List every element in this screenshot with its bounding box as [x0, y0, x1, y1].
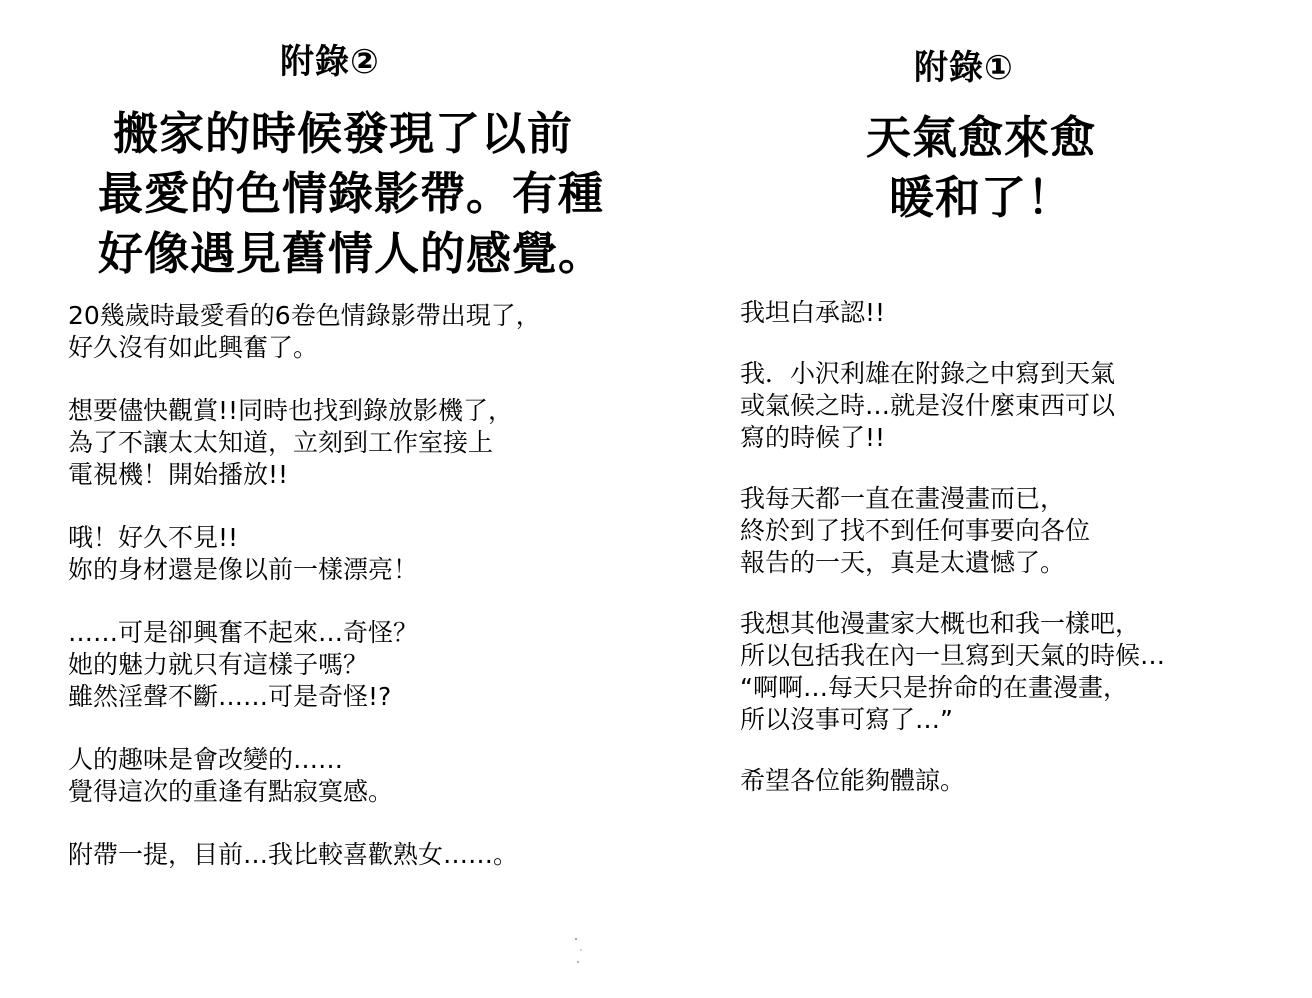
text-line: 我每天都一直在畫漫畫而已， [740, 484, 1066, 513]
text-line: 妳的身材還是像以前一樣漂亮！ [68, 555, 419, 584]
paragraph [68, 839, 541, 871]
text-line: 所以包括我在內一旦寫到天氣的時候… [740, 641, 1166, 670]
right-page [656, 0, 1312, 998]
title-line: 搬家的時候發現了以前 [112, 107, 573, 160]
text-line: ……可是卻興奮不起來…奇怪？ [68, 618, 419, 647]
text-line: “啊啊…每天只是拚命的在畫漫畫， [740, 673, 1128, 702]
text-line: 終於到了找不到任何事要向各位 [740, 516, 1091, 545]
paragraph [68, 522, 541, 586]
paragraph [740, 358, 1165, 454]
text-line: 電視機！開始播放!! [68, 460, 289, 489]
title-line: 天氣愈來愈 [865, 111, 1096, 164]
title-line: 暖和了！ [888, 171, 1073, 224]
text-line: 所以沒事可寫了…” [740, 705, 953, 734]
text-line: 我想其他漫畫家大概也和我一樣吧， [740, 609, 1141, 638]
appendix-1-title [861, 108, 1101, 228]
text-line: 附帶一提，目前…我比較喜歡熟女……。 [68, 840, 519, 869]
text-line: 想要儘快觀賞!!同時也找到錄放影機了， [68, 396, 514, 425]
paragraph [68, 617, 541, 713]
text-line: 為了不讓太太知道，立刻到工作室接上 [68, 428, 494, 457]
paragraph [68, 300, 541, 364]
text-line: 報告的一天，真是太遺憾了。 [740, 548, 1066, 577]
text-line: 20幾歲時最愛看的6卷色情錄影帶出現了， [68, 301, 541, 330]
text-line: 寫的時候了!! [740, 423, 886, 452]
appendix-1-heading: 附錄① [914, 48, 1014, 88]
text-line: 或氣候之時…就是沒什麼東西可以 [740, 391, 1116, 420]
text-line: 人的趣味是會改變的…… [68, 745, 344, 774]
paragraph [68, 395, 541, 491]
paragraph [740, 608, 1165, 736]
appendix-2-body [68, 300, 541, 902]
title-line: 最愛的色情錄影帶。有種 [98, 167, 605, 220]
text-line: 覺得這次的重逢有點寂寞感。 [68, 777, 394, 806]
title-line: 好像遇見舊情人的感覺。 [98, 227, 605, 280]
appendix-1-body [740, 297, 1165, 826]
text-line: 我．小沢利雄在附錄之中寫到天氣 [740, 359, 1116, 388]
text-line: 好久沒有如此興奮了。 [68, 333, 319, 362]
appendix-2-heading: 附錄② [280, 42, 380, 82]
text-line: 雖然淫聲不斷……可是奇怪!? [68, 682, 392, 711]
paragraph [68, 744, 541, 808]
appendix-2-title [98, 104, 605, 284]
text-line: 她的魅力就只有這樣子嗎？ [68, 650, 369, 679]
text-line: 我坦白承認!! [740, 298, 886, 327]
paragraph [740, 765, 1165, 797]
text-line: 希望各位能夠體諒。 [740, 766, 966, 795]
paragraph [740, 483, 1165, 579]
scan-specks [572, 936, 586, 966]
paragraph [740, 297, 1165, 329]
text-line: 哦！好久不見!! [68, 523, 239, 552]
